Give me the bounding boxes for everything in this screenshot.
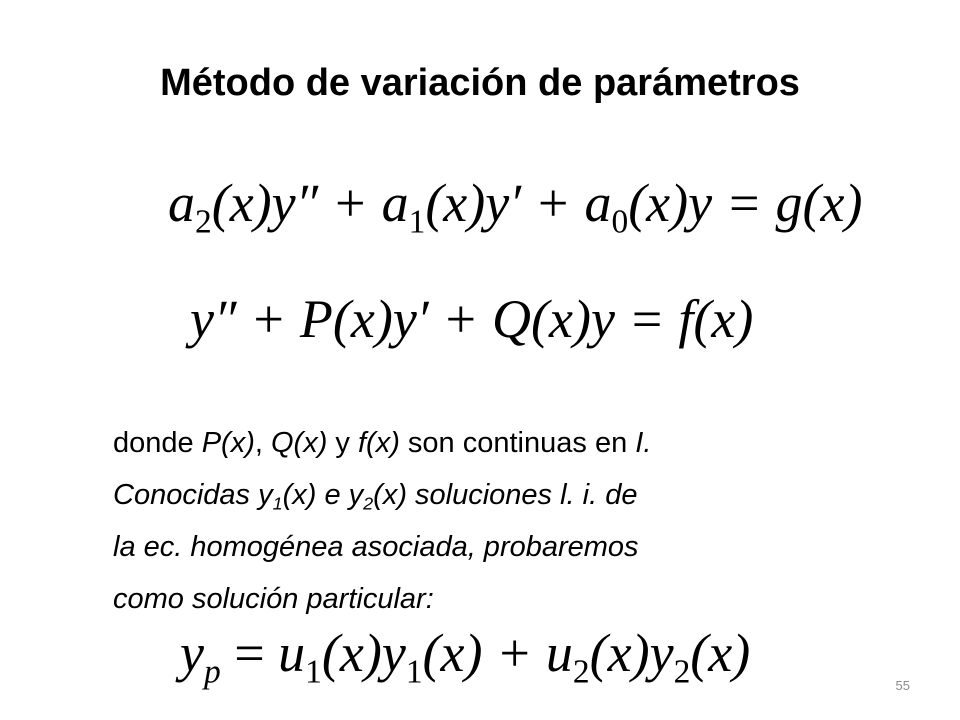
- eq1-a1: a: [381, 173, 409, 233]
- body-line1-t2: ,: [254, 427, 271, 459]
- eq3-u2-sub: 2: [572, 653, 590, 691]
- body-line2-t1: Conocidas y: [113, 479, 273, 511]
- body-line1-f: f(x): [358, 427, 400, 459]
- eq3-part2: (x): [321, 623, 382, 683]
- page-number: 55: [895, 678, 910, 693]
- body-line2-t2: (x) e y: [282, 479, 364, 511]
- eq1-part1: (x)y″ +: [211, 173, 382, 233]
- body-line1-Q: Q(x): [271, 427, 328, 459]
- eq1-a1-sub: 1: [408, 203, 426, 241]
- eq3-u1-sub: 1: [305, 653, 322, 691]
- eq3-y-sub: p: [203, 653, 221, 691]
- eq1-part3: (x)y = g(x): [628, 173, 863, 233]
- eq3-part5: (x): [690, 623, 751, 683]
- body-line-3: la ec. homogénea asociada, probaremos: [113, 531, 639, 563]
- body-line-1: [113, 417, 873, 469]
- body-text: [113, 417, 873, 625]
- slide-title: Método de variación de parámetros: [160, 62, 800, 104]
- equation-standard-form: [190, 288, 753, 350]
- body-line-2: [113, 469, 873, 521]
- equation-particular-solution: [180, 622, 751, 691]
- eq1-a0: a: [584, 173, 612, 233]
- eq3-y: y: [180, 623, 204, 683]
- eq1-a0-sub: 0: [611, 203, 629, 241]
- eq3-y2-sub: 2: [673, 653, 691, 691]
- body-line2-s1: 1: [272, 493, 283, 514]
- eq3-u1: u: [278, 623, 306, 683]
- eq1-a2: a: [168, 173, 195, 233]
- eq1-a2-sub: 2: [195, 203, 212, 241]
- eq2-text: y″ + P(x)y′ + Q(x)y = f(x): [190, 289, 754, 349]
- body-line1-P: P(x): [201, 427, 255, 459]
- eq1-part2: (x)y′ +: [425, 173, 585, 233]
- body-line-4: como solución particular:: [113, 583, 434, 615]
- body-line1-t1: donde: [113, 427, 202, 459]
- body-line2-t3: (x) soluciones l. i. de: [373, 479, 638, 511]
- eq3-part1: =: [220, 623, 279, 683]
- eq3-y2: y: [649, 623, 674, 683]
- body-line1-t4: son continuas en: [399, 427, 636, 459]
- body-line1-t3: y: [327, 427, 358, 459]
- eq3-u2: u: [545, 623, 573, 683]
- body-line1-I: I.: [635, 427, 652, 459]
- eq3-part3: (x) +: [422, 623, 546, 683]
- equation-general-form: [168, 172, 863, 241]
- eq3-part4: (x): [589, 623, 650, 683]
- eq3-y1-sub: 1: [405, 653, 423, 691]
- eq3-y1: y: [381, 623, 406, 683]
- body-line2-s2: 2: [363, 493, 374, 514]
